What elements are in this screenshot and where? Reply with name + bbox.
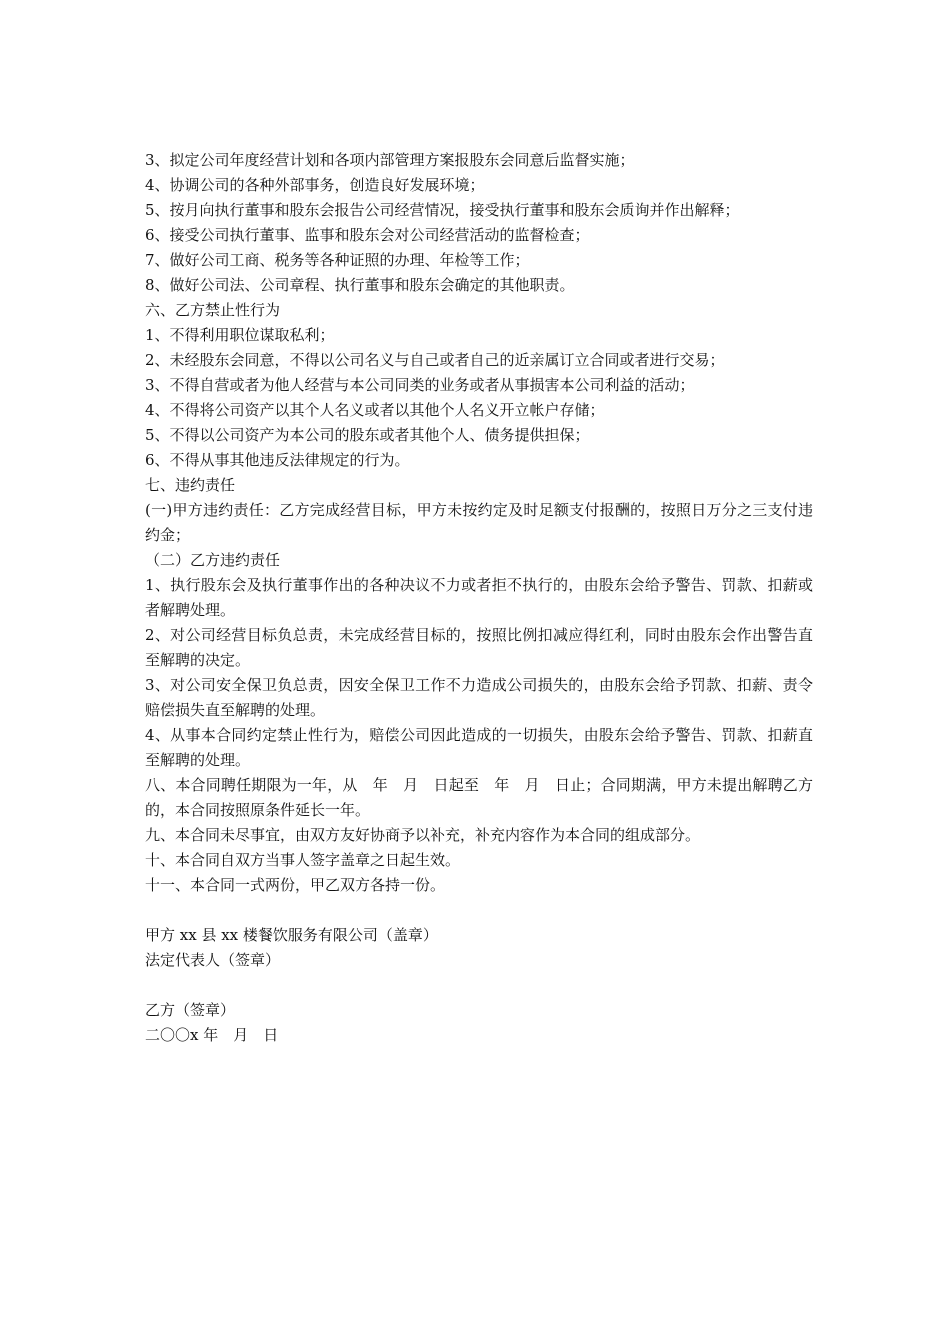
breach-party-b-item-1: 1、执行股东会及执行董事作出的各种决议不力或者拒不执行的，由股东会给予警告、罚款、扣薪或者解聘处理。 — [145, 576, 813, 619]
duty-item-4: 4、协调公司的各种外部事务，创造良好发展环境； — [145, 176, 485, 194]
party-b-signature: 乙方（签章） — [145, 1001, 236, 1019]
party-a-signature: 甲方 xx 县 xx 楼餐饮服务有限公司（盖章） — [145, 926, 438, 944]
spacer — [145, 898, 813, 923]
breach-party-b-heading: （二）乙方违约责任 — [145, 551, 281, 569]
clause-9: 九、本合同未尽事宜，由双方友好协商予以补充，补充内容作为本合同的组成部分。 — [145, 826, 701, 844]
clause-11: 十一、本合同一式两份，甲乙双方各持一份。 — [145, 876, 446, 894]
prohibited-item-3: 3、不得自营或者为他人经营与本公司同类的业务或者从事损害本公司利益的活动； — [145, 376, 695, 394]
breach-party-b-item-3: 3、对公司安全保卫负总责，因安全保卫工作不力造成公司损失的，由股东会给予罚款、扣薪、责令赔偿损失直至解聘的处理。 — [145, 676, 813, 719]
clause-10: 十、本合同自双方当事人签字盖章之日起生效。 — [145, 851, 461, 869]
prohibited-item-2: 2、未经股东会同意，不得以公司名义与自己或者自己的近亲属订立合同或者进行交易； — [145, 351, 725, 369]
contract-body — [145, 148, 813, 1048]
duty-item-3: 3、拟定公司年度经营计划和各项内部管理方案报股东会同意后监督实施； — [145, 151, 635, 169]
term-clause: 八、本合同聘任期限为一年，从 年 月 日起至 年 月 日止；合同期满，甲方未提出解聘乙方的，本合同按照原条件延长一年。 — [145, 776, 813, 819]
prohibited-item-1: 1、不得利用职位谋取私利； — [145, 326, 335, 344]
duty-item-7: 7、做好公司工商、税务等各种证照的办理、年检等工作； — [145, 251, 530, 269]
duty-item-6: 6、接受公司执行董事、监事和股东会对公司经营活动的监督检查； — [145, 226, 590, 244]
prohibited-item-6: 6、不得从事其他违反法律规定的行为。 — [145, 451, 410, 469]
section-heading-breach: 七、违约责任 — [145, 476, 236, 494]
legal-rep-signature: 法定代表人（签章） — [145, 951, 281, 969]
prohibited-item-5: 5、不得以公司资产为本公司的股东或者其他个人、债务提供担保； — [145, 426, 590, 444]
signing-date: 二〇〇x 年 月 日 — [145, 1026, 279, 1044]
prohibited-item-4: 4、不得将公司资产以其个人名义或者以其他个人名义开立帐户存储； — [145, 401, 605, 419]
breach-party-b-item-2: 2、对公司经营目标负总责，未完成经营目标的，按照比例扣减应得红利，同时由股东会作出警告直至解聘的决定。 — [145, 626, 813, 669]
duty-item-8: 8、做好公司法、公司章程、执行董事和股东会确定的其他职责。 — [145, 276, 575, 294]
spacer — [145, 973, 813, 998]
breach-party-a: (一)甲方违约责任：乙方完成经营目标，甲方未按约定及时足额支付报酬的，按照日万分之三支付违约金； — [145, 501, 813, 544]
section-heading-prohibited: 六、乙方禁止性行为 — [145, 301, 281, 319]
duty-item-5: 5、按月向执行董事和股东会报告公司经营情况，接受执行董事和股东会质询并作出解释； — [145, 201, 740, 219]
breach-party-b-item-4: 4、从事本合同约定禁止性行为，赔偿公司因此造成的一切损失，由股东会给予警告、罚款、扣薪直至解聘的处理。 — [145, 726, 813, 769]
